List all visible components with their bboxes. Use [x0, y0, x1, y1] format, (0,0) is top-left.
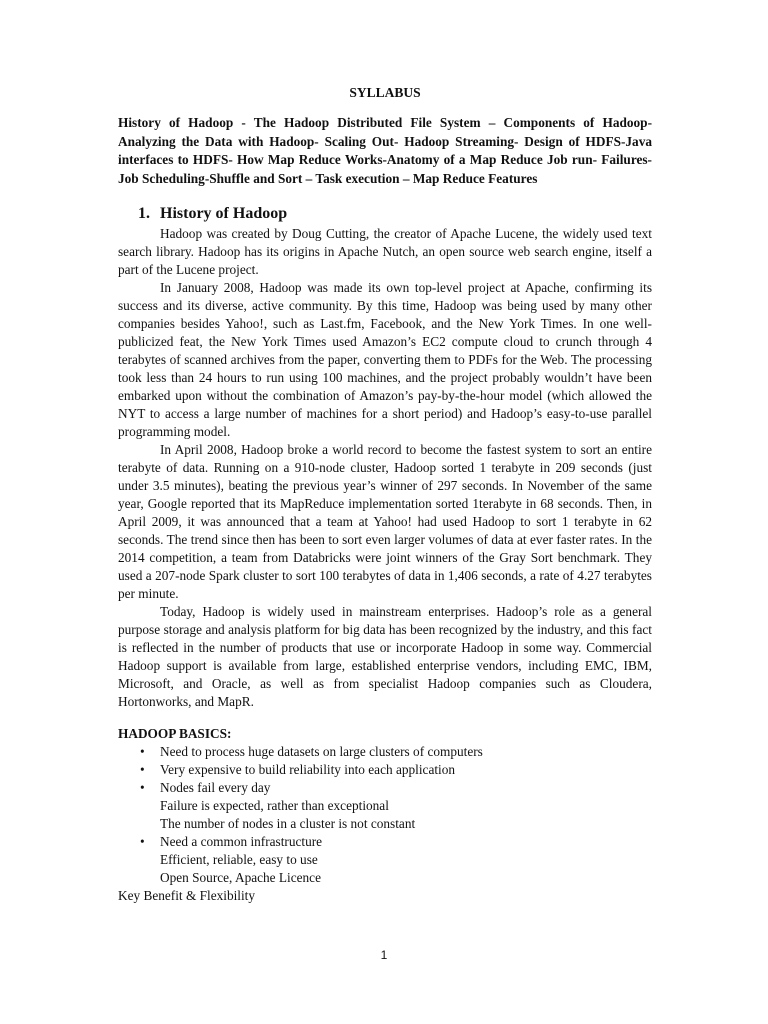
list-item: [118, 743, 652, 761]
paragraph: In January 2008, Hadoop was made its own top-level project at Apache, confirming its success and its diverse, active community. By this time, Hadoop was being used by many other companies besides Yahoo!, such as Last.fm, Facebook, and the New York Times. In one well-publicized feat, the New York Times used Amazon’s EC2 compute cloud to crunch through 4 terabytes of scanned archives from the paper, converting them to PDFs for the Web. The processing took less than 24 hours to run using 100 machines, and the project probably wouldn’t have been embarked upon without the combination of Amazon’s pay-by-the-hour model (which allowed the NYT to access a large number of machines for a short period) and Hadoop’s easy-to-use parallel programming model.: [118, 280, 652, 439]
list-item: [118, 833, 652, 851]
bullet-icon: •: [140, 744, 145, 759]
document-page: [118, 84, 652, 905]
paragraph: Today, Hadoop is widely used in mainstream enterprises. Hadoop’s role as a general purpose storage and analysis platform for big data has been recognized by the industry, and this fact is reflected in the number of products that use or incorporate Hadoop in some way. Commercial Hadoop support is available from large, established enterprise vendors, including EMC, IBM, Microsoft, and Oracle, as well as from specialist Hadoop companies such as Cloudera, Hortonworks, and MapR.: [118, 604, 652, 709]
syllabus-title: SYLLABUS: [349, 85, 421, 100]
syllabus-topics: History of Hadoop - The Hadoop Distributed File System – Components of Hadoop- Analyzing the Data with Hadoop- Scaling Out- Hadoop Streaming- Design of HDFS-Java interfaces to HDFS- How Map Reduce Works-Anatomy of a Map Reduce Job run- Failures-Job Scheduling-Shuffle and Sort – Task execution – Map Reduce Features: [118, 115, 652, 186]
closing-line: Key Benefit & Flexibility: [118, 888, 256, 903]
list-item-text: Need a common infrastructure: [160, 834, 323, 849]
bullet-icon: •: [140, 762, 145, 777]
basics-heading: HADOOP BASICS:: [118, 726, 232, 741]
basics-list: [118, 743, 652, 887]
section-number: 1.: [138, 205, 150, 222]
paragraph: In April 2008, Hadoop broke a world record to become the fastest system to sort an entire terabyte of data. Running on a 910-node cluster, Hadoop sorted 1 terabyte in 209 seconds (just under 3.5 minutes), beating the previous year’s winner of 297 seconds. In November of the same year, Google reported that its MapReduce implementation sorted 1terabyte in 68 seconds. Then, in April 2009, it was announced that a team at Yahoo! had used Hadoop to sort 1 terabyte in 62 seconds. The trend since then has been to sort even larger volumes of data at ever faster rates. In the 2014 competition, a team from Databricks were joint winners of the Gray Sort benchmark. They used a 207-node Spark cluster to sort 100 terabytes of data in 1,406 seconds, a rate of 4.27 terabytes per minute.: [118, 442, 652, 601]
section-heading: [118, 204, 652, 224]
bullet-icon: •: [140, 834, 145, 849]
sub-item: Efficient, reliable, easy to use: [160, 852, 318, 867]
sub-item: Open Source, Apache Licence: [160, 870, 321, 885]
list-item-text: Very expensive to build reliability into each application: [160, 762, 456, 777]
section-title: History of Hadoop: [160, 205, 288, 222]
list-item-text: Nodes fail every day: [160, 780, 271, 795]
bullet-icon: •: [140, 780, 145, 795]
page-number: 1: [380, 948, 388, 962]
sub-item: Failure is expected, rather than exceptional: [160, 798, 389, 813]
sub-item: The number of nodes in a cluster is not constant: [160, 816, 416, 831]
paragraph: Hadoop was created by Doug Cutting, the creator of Apache Lucene, the widely used text search library. Hadoop has its origins in Apache Nutch, an open source web search engine, itself a part of the Lucene project.: [118, 226, 652, 277]
list-item-text: Need to process huge datasets on large clusters of computers: [160, 744, 483, 759]
list-item: [118, 761, 652, 779]
list-item: [118, 779, 652, 797]
